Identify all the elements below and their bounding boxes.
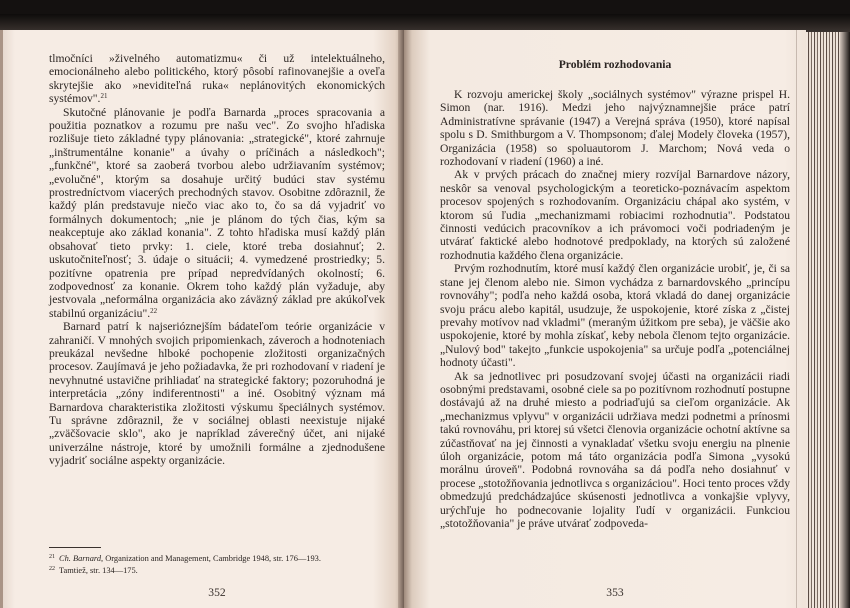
footnote-text: Tamtiež, str. 134—175.	[59, 566, 138, 575]
paragraph: Prvým rozhodnutím, ktoré musí každý člen organizácie urobiť, je, či sa stane jej členom alebo nie. Simon vychádza z barnardovského „princípu rovnováhy"; podľa neho každá osoba, ktorá vkladá do danej organizácie svoju prácu alebo kapitál, usudzuje, že uspokojenie, ktoré získa z „čistej prevahy motívov nad vkladmi" (meraným úžitkom pre seba), je väčšie ako uspokojenie, ktoré by mohla získať, keby nebola členom tejto organizácie. „Nulový bod" takejto „funkcie uspokojenia" sa určuje podľa „potenciálnej hodnoty účasti".	[440, 262, 790, 370]
right-page-body	[440, 88, 790, 530]
footnote-divider	[49, 547, 101, 548]
page-edges	[806, 32, 850, 608]
footnote	[49, 552, 385, 564]
paragraph-text: tlmočníci »živelného automatizmu« či už intelektuálneho, emocionálneho alebo politického, ktorý pôsobí rafinovanejšie a oveľa skrytejšie ako »neviditeľná ruka« neplánovitých ekonomických systémov".	[49, 52, 385, 106]
footnote-text: , Organization and Management, Cambridge 1948, str. 176—193.	[101, 554, 321, 563]
footnote-ref[interactable]: 22	[150, 306, 158, 315]
right-page-column	[440, 54, 790, 600]
left-page-column	[49, 52, 385, 600]
page-number: 353	[606, 586, 624, 599]
paragraph: Ak v prvých prácach do značnej miery rozvíjal Barnardove názory, neskôr sa venoval psychologickým a teoreticko-poznávacím aspektom procesov spojených s rozhodovaním. Organizáciu chápal ako systém, v ktorom sú ľudia „mechanizmami robiacimi rozhodnutia". Podstatou činnosti vedúcich pracovníkov a ich právomoci voči podriadeným je utvárať faktické alebo hodnotové predpoklady, na ktorých sú založené rozhodnutia každého člena organizácie.	[440, 168, 790, 262]
footnote-number: 21	[49, 554, 55, 560]
paragraph: K rozvoju americkej školy „sociálnych systémov" výrazne prispel H. Simon (nar. 1916). Medzi jeho najvýznamnejšie práce patrí Administratívne správanie (1947) a Verejná správa (1950), ktoré napísal spolu s D. Smithburgom a V. Thompsonom; ďalej Modely človeka (1957), Organizácia (1958) so spoluautorom J. Marchom; Nová veda o rozhodovaní v riadení (1960) a iné.	[440, 88, 790, 169]
right-page	[404, 30, 806, 608]
page-crease-line	[796, 30, 797, 608]
spacer	[440, 530, 790, 576]
left-page	[0, 30, 405, 608]
paragraph-text: Skutočné plánovanie je podľa Barnarda „proces spracovania a použitia poznatkov a rozumu pre našu vec". Zo svojho hľadiska rozlišuje tieto základné typy plánovania: „strategické", ktoré zahrnuje „inštrumentálne konanie" a úvahy o príčinách a následkoch"; „funkčné", ktoré sa zaoberá tvorbou alebo udržiavaním systémov; „evolučné", ktorým sa dosahuje určitý budúci stav systému prostredníctvom viacerých prechodných stavov. Osobitne zdôraznil, že každý plán predstavuje niečo viac ako to, čo sa dá vyjadriť vo formálnych dokumentoch; „nie je plánom do tých čias, kým sa neakceptuje ako základ konania". Z tohto hľadiska musí každý plán obsahovať tieto prvky: 1. ciele, ktoré treba dosiahnuť; 2. uskutočniteľnosť; 3. údaje o situácii; 4. vymedzené prostriedky; 5. pozitívne opatrenia pre prípad nepredvídaných okolností; 6. zodpovednosť za konanie. Okrem toho každý plán vyžaduje, aby jestvovala „neformálna organizácia ako záväzný základ pre akúkoľvek stabilnú organizáciu".	[49, 105, 385, 320]
paragraph-text: Barnard patrí k najserióznejším bádateľom teórie organizácie v zahraničí. V mnohých svojich pripomienkach, záveroch a hodnoteniach preukázal nevšedne hlboké pochopenie zložitosti organizačných procesov. Zaujímavá je jeho požiadavka, že pri rozhodovaní v riadení je nevyhnutné ustavične prihliadať na strategické faktory; pozoruhodná je interpretácia „zóny indiferentnosti" a iné. Osobitný význam má Barnardova charakteristika zložitosti výskumu špeciálnych systémov. Tu správne zdôraznil, že v sociálnej oblasti neexistuje nijaké „zväčšovacie sklo", ako je napríklad záverečný účet, ani nijaké univerzálne nástroje, ktoré by umožnili formálne a zjednodušene vyjadriť sociálne aspekty organizácie.	[49, 320, 385, 468]
footnotes	[49, 552, 385, 576]
footnote-number: 22	[49, 566, 55, 572]
page-number: 352	[208, 586, 226, 599]
footnote-ref[interactable]: 21	[100, 92, 108, 101]
left-page-body	[49, 52, 385, 468]
paragraph	[49, 106, 385, 321]
paragraph: Ak sa jednotlivec pri posudzovaní svojej účasti na organizácii riadi osobnými predstavami, osobné ciele sa po pozitívnom rozhodnutí postupne dostávajú až na druhé miesto a podriaďujú sa cieľom organizácie. Ak „mechanizmus vplyvu" v organizácii udržiava medzi podnetmi a prínosmi takú rovnováhu, pri ktorej sú všetci členovia organizácie ochotní aktívne sa zúčastňovať na jej činnosti a vynakladať všetku svoju energiu na plnenie úloh organizácie, potom má táto organizácia podľa Simona „vysokú morálnu úroveň". Podobná rovnováha sa dá podľa neho dosiahnuť v procese „stotožňovania jednotlivca s organizáciou". Hoci tento proces vždy obmedzujú predchádzajúce skúsenosti jednotlivca a vonkajšie vplyvy, urýchľuje ho podnecovanie lojality ľudí v organizácii. Funkciou „stotožňovania" je práve utvárať zodpoveda-	[440, 369, 790, 530]
footnote-author: Ch. Barnard	[59, 554, 102, 563]
paragraph	[49, 320, 385, 467]
spacer	[49, 468, 385, 547]
section-heading: Problém rozhodovania	[558, 58, 672, 71]
open-book	[0, 14, 850, 599]
paragraph	[49, 52, 385, 106]
footnote	[49, 564, 385, 576]
